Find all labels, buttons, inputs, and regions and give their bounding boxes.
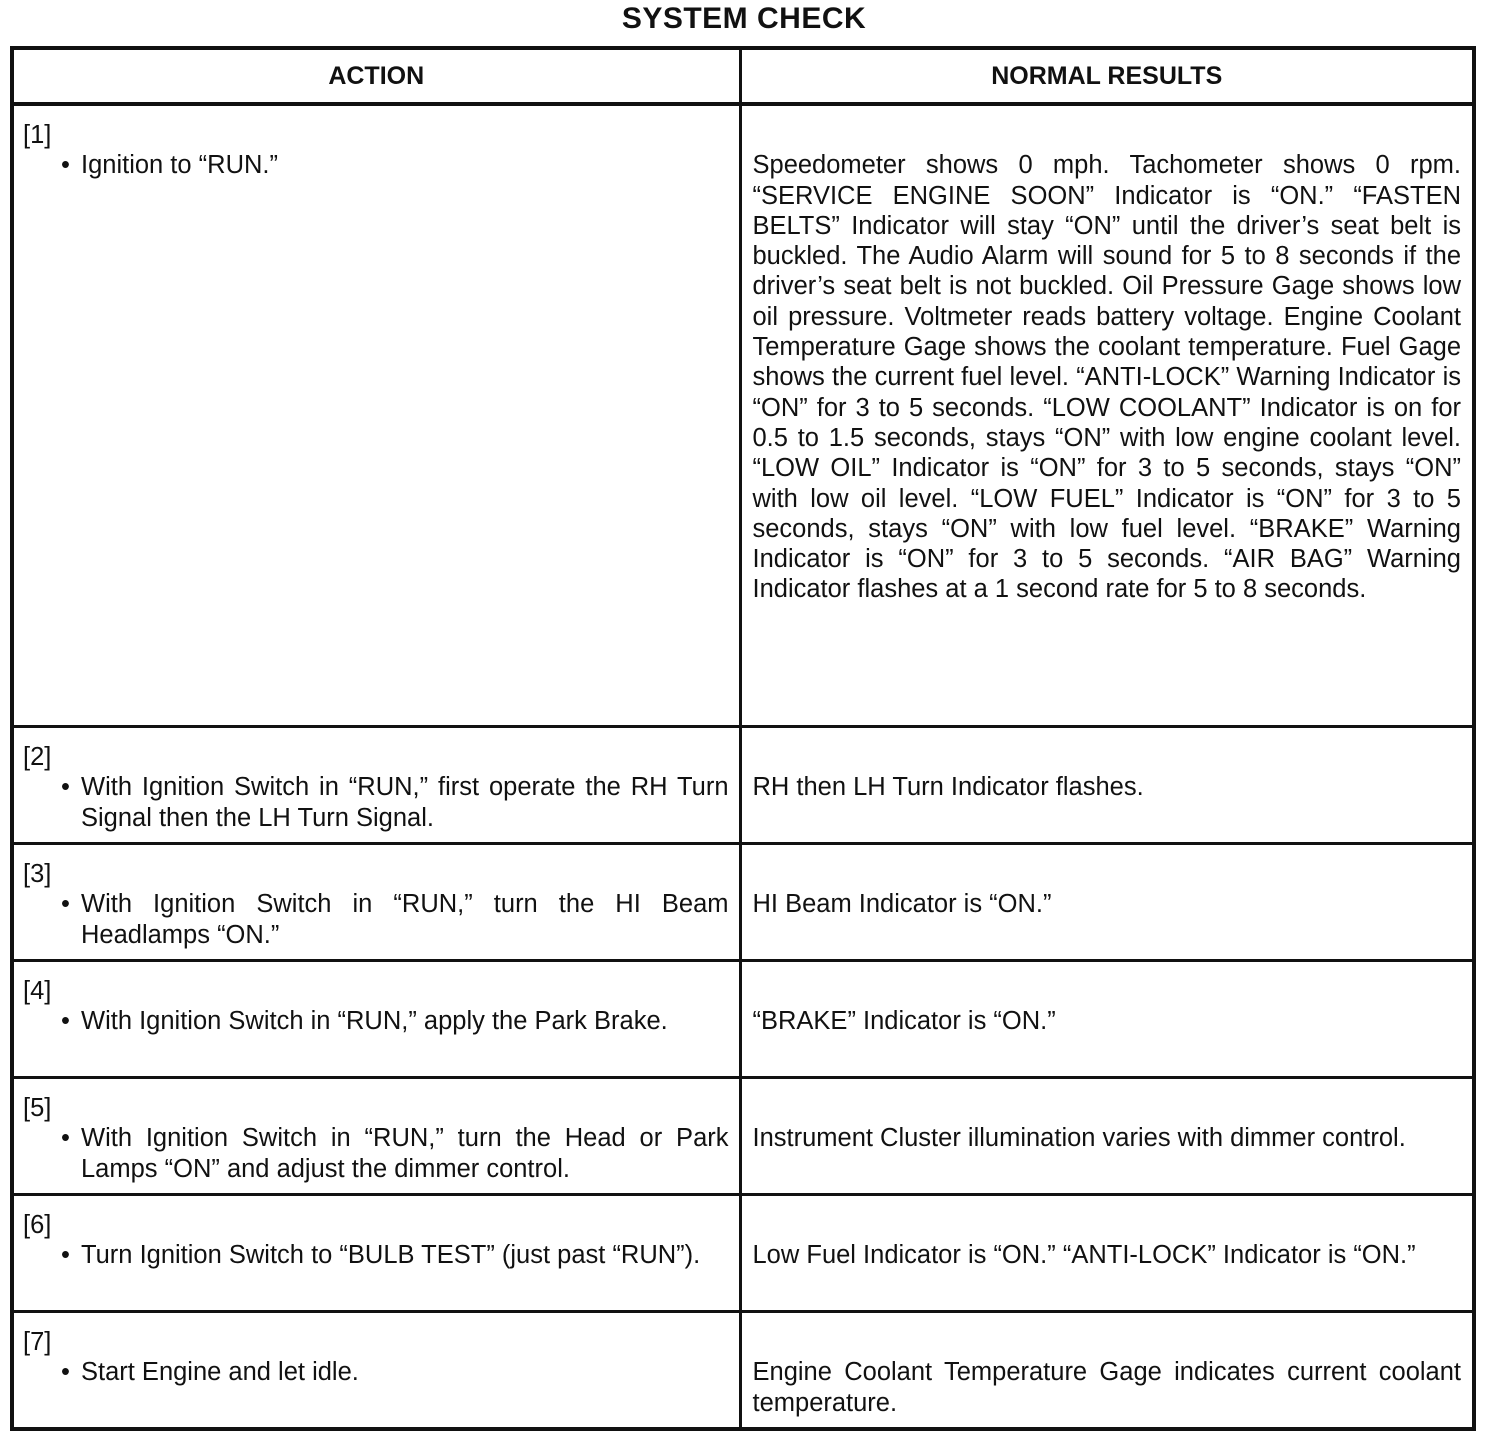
- result-cell: [740, 104, 1474, 727]
- step-number: [6]: [23, 1211, 52, 1239]
- action-text: Ignition to “RUN.”: [81, 151, 278, 180]
- step-number: [2]: [23, 743, 52, 771]
- column-header-action: ACTION: [12, 48, 740, 104]
- table-row: [12, 727, 1474, 844]
- action-cell: [12, 1078, 740, 1195]
- action-cell: [12, 1195, 740, 1312]
- table-header-row: [12, 48, 1474, 104]
- action-text: With Ignition Switch in “RUN,” first operate the RH Turn Signal then the LH Turn Signal.: [81, 773, 729, 832]
- result-cell: [740, 844, 1474, 961]
- step-number: [3]: [23, 860, 52, 888]
- bullet-icon: •: [61, 151, 70, 180]
- result-text: Low Fuel Indicator is “ON.” “ANTI-LOCK” Indicator is “ON.”: [752, 1241, 1416, 1270]
- result-cell: [740, 727, 1474, 844]
- step-number: [5]: [23, 1094, 52, 1122]
- result-text: Instrument Cluster illumination varies with dimmer control.: [752, 1124, 1406, 1153]
- step-number: [7]: [23, 1328, 52, 1356]
- column-header-normal-results: NORMAL RESULTS: [740, 48, 1474, 104]
- action-text: With Ignition Switch in “RUN,” apply the Park Brake.: [81, 1007, 668, 1036]
- table-row: [12, 1312, 1474, 1430]
- action-bullet: [23, 889, 729, 950]
- result-cell: [740, 1195, 1474, 1312]
- result-cell: [740, 1078, 1474, 1195]
- result-text: HI Beam Indicator is “ON.”: [752, 890, 1052, 919]
- result-text: Speedometer shows 0 mph. Tachometer shows 0 rpm. “SERVICE ENGINE SOON” Indicator is “ON.” “FASTEN BELTS” Indicator will stay “ON” until the driver’s seat belt is buckled. The Audio Alarm will sound for 5 to 8 seconds if the driver’s seat belt is not buckled. Oil Pressure Gage shows low oil pressure. Voltmeter reads battery voltage. Engine Coolant Temperature Gage shows the coolant temperature. Fuel Gage shows the current fuel level. “ANTI-LOCK” Warning Indicator is “ON” for 3 to 5 seconds. “LOW COOLANT” Indicator is on for 0.5 to 1.5 seconds, stays “ON” with low engine coolant level. “LOW OIL” Indicator is “ON” for 3 to 5 seconds, stays “ON” with low oil level. “LOW FUEL” Indicator is “ON” for 3 to 5 seconds, stays “ON” with low fuel level. “BRAKE” Warning Indicator is “ON” for 3 to 5 seconds. “AIR BAG” Warning Indicator flashes at a 1 second rate for 5 to 8 seconds.: [752, 151, 1461, 604]
- action-text: With Ignition Switch in “RUN,” turn the Head or Park Lamps “ON” and adjust the dimmer control.: [81, 1124, 729, 1183]
- result-text: Engine Coolant Temperature Gage indicates current coolant temperature.: [752, 1358, 1461, 1417]
- table-row: [12, 961, 1474, 1078]
- table-row: [12, 1195, 1474, 1312]
- bullet-icon: •: [61, 1007, 70, 1036]
- action-cell: [12, 1312, 740, 1430]
- bullet-icon: •: [61, 890, 70, 919]
- result-text: “BRAKE” Indicator is “ON.”: [752, 1007, 1056, 1036]
- table-row: [12, 844, 1474, 961]
- action-bullet: [23, 1240, 729, 1270]
- result-cell: [740, 961, 1474, 1078]
- result-text: RH then LH Turn Indicator flashes.: [752, 773, 1144, 802]
- system-check-table: [10, 46, 1476, 1431]
- action-text: Start Engine and let idle.: [81, 1358, 359, 1387]
- table-row: [12, 104, 1474, 727]
- bullet-icon: •: [61, 1358, 70, 1387]
- action-bullet: [23, 1006, 729, 1036]
- step-number: [4]: [23, 977, 52, 1005]
- action-text: Turn Ignition Switch to “BULB TEST” (just past “RUN”).: [81, 1241, 701, 1270]
- step-number: [1]: [23, 121, 52, 149]
- result-cell: [740, 1312, 1474, 1430]
- table-row: [12, 1078, 1474, 1195]
- action-bullet: [23, 1123, 729, 1184]
- bullet-icon: •: [61, 1241, 70, 1270]
- action-bullet: [23, 150, 729, 180]
- page-title: SYSTEM CHECK: [621, 2, 867, 35]
- action-cell: [12, 727, 740, 844]
- action-text: With Ignition Switch in “RUN,” turn the HI Beam Headlamps “ON.”: [81, 890, 729, 949]
- action-cell: [12, 104, 740, 727]
- action-bullet: [23, 772, 729, 833]
- action-cell: [12, 844, 740, 961]
- bullet-icon: •: [61, 773, 70, 802]
- bullet-icon: •: [61, 1124, 70, 1153]
- action-cell: [12, 961, 740, 1078]
- action-bullet: [23, 1357, 729, 1387]
